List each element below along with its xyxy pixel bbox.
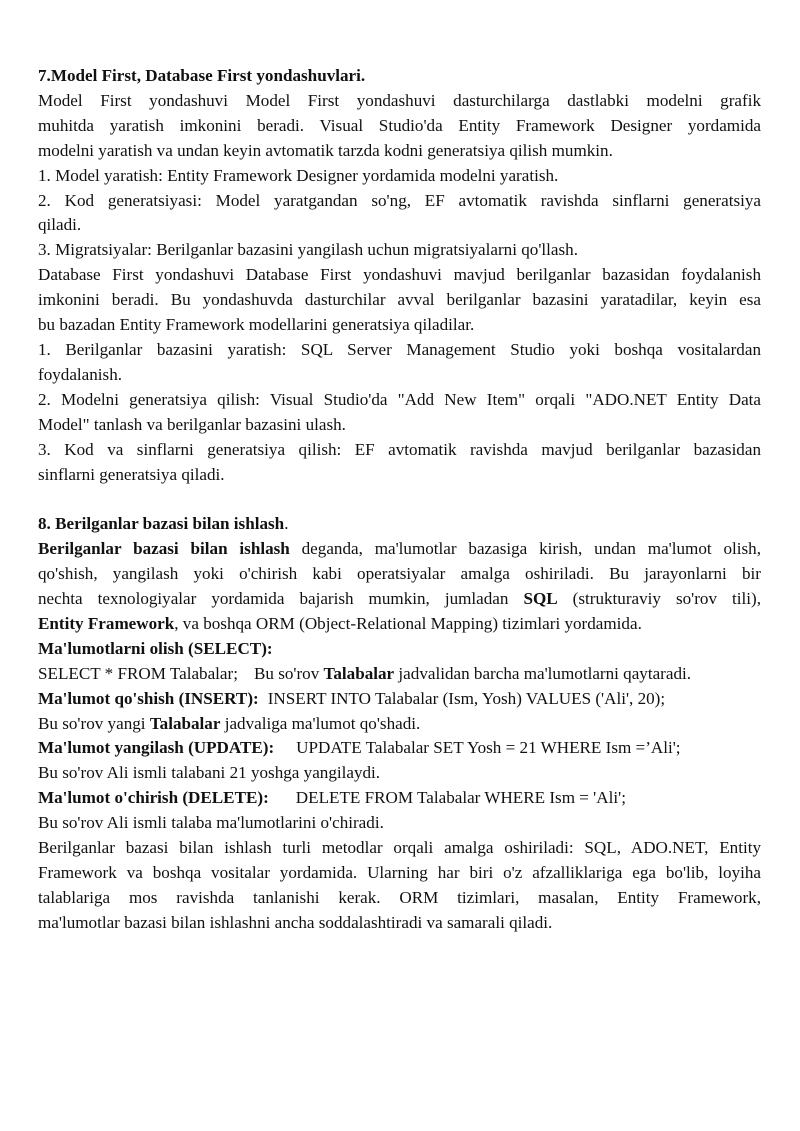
delete-label: Ma'lumot o'chirish (DELETE): (38, 788, 269, 808)
paragraph-line: Database First yondashuvi Database First yondashuvi mavjud berilganlar bazasidan foydalanish (38, 265, 761, 285)
table-name: Talabalar (323, 663, 395, 683)
document-page (38, 64, 761, 936)
intro-text: nechta texnologiyalar yordamida bajarish mumkin, jumladan (38, 589, 524, 609)
paragraph-line: sinflarni generatsiya qiladi. (38, 464, 225, 484)
paragraph-line: Framework va boshqa vositalar yordamida. Ularning har biri o'z afzalliklariga ega bo'lib, loyiha (38, 862, 761, 882)
paragraph-line (38, 587, 761, 612)
paragraph-line: 2. Modelni generatsiya qilish: Visual Studio'da "Add New Item" orqali "ADO.NET Entity Data (38, 389, 761, 409)
section-8-intro (38, 537, 761, 637)
delete-code: DELETE FROM Talabalar WHERE Ism = 'Ali'; (295, 788, 626, 808)
delete-example (38, 786, 761, 811)
insert-desc-line (38, 712, 761, 737)
intro-term: Berilganlar bazasi bilan ishlash (38, 539, 290, 559)
paragraph-line: modelni yaratish va undan keyin avtomatik tarzda kodni generatsiya qilish mumkin. (38, 140, 613, 160)
paragraph-line: 1. Berilganlar bazasini yaratish: SQL Server Management Studio yoki boshqa vositalardan (38, 339, 761, 359)
paragraph-line: bu bazadan Entity Framework modellarini generatsiya qiladilar. (38, 315, 475, 335)
paragraph-line: 3. Kod va sinflarni generatsiya qilish: EF avtomatik ravishda mavjud berilganlar bazasidan (38, 439, 761, 459)
paragraph-line: Model First yondashuvi Model First yondashuvi dasturchilarga dastlabki modelni grafik (38, 90, 761, 110)
select-label: Ma'lumotlarni olish (SELECT): (38, 638, 273, 658)
insert-label: Ma'lumot qo'shish (INSERT): (38, 688, 259, 708)
paragraph-line: Berilganlar bazasi bilan ishlash turli metodlar orqali amalga oshiriladi: SQL, ADO.NET, Entity (38, 838, 761, 858)
model-first-step-2 (38, 189, 761, 239)
conclusion-paragraph (38, 836, 761, 936)
model-first-step-3: 3. Migratsiyalar: Berilganlar bazasini yangilash uchun migratsiyalarni qo'llash. (38, 240, 578, 260)
select-desc: jadvalidan barcha ma'lumotlarni qaytaradi. (394, 663, 692, 683)
entity-framework-term: Entity Framework (38, 613, 175, 633)
intro-text: , va boshqa ORM (Object-Relational Mapping) tizimlari yordamida. (174, 613, 642, 633)
paragraph-line: foydalanish. (38, 364, 123, 384)
update-code: UPDATE Talabalar SET Yosh = 21 WHERE Ism =’Ali'; (296, 738, 681, 758)
database-first-step-3 (38, 438, 761, 488)
section-8-heading (38, 512, 761, 537)
insert-code: INSERT INTO Talabalar (Ism, Yosh) VALUES ('Ali', 20); (267, 688, 666, 708)
section-8-heading-text: 8. Berilganlar bazasi bilan ishlash (38, 514, 285, 534)
database-first-step-1 (38, 338, 761, 388)
model-first-step-1: 1. Model yaratish: Entity Framework Designer yordamida modelni yaratish. (38, 165, 559, 185)
paragraph-line: 2. Kod generatsiyasi: Model yaratgandan so'ng, EF avtomatik ravishda sinflarni generatsiya (38, 190, 761, 210)
section-spacer (38, 487, 761, 512)
intro-text: deganda, ma'lumotlar bazasiga kirish, undan ma'lumot olish, (289, 539, 761, 559)
sql-term: SQL (523, 589, 558, 609)
paragraph-line (38, 537, 761, 562)
paragraph-line (38, 612, 761, 637)
section-7-heading: 7.Model First, Database First yondashuvlari. (38, 66, 366, 85)
select-example (38, 662, 761, 687)
database-first-paragraph (38, 263, 761, 338)
update-example (38, 736, 761, 761)
select-desc: Bu so'rov (253, 663, 324, 683)
intro-text: (strukturaviy so'rov tili), (557, 589, 761, 609)
update-desc: Bu so'rov Ali ismli talabani 21 yoshga yangilaydi. (38, 763, 381, 783)
model-first-paragraph (38, 89, 761, 164)
insert-desc: Bu so'rov yangi (38, 713, 150, 733)
paragraph-line: qiladi. (38, 215, 82, 235)
paragraph-line: Model" tanlash va berilganlar bazasini ulash. (38, 414, 346, 434)
delete-desc: Bu so'rov Ali ismli talaba ma'lumotlarini o'chiradi. (38, 813, 384, 833)
paragraph-line: ma'lumotlar bazasi bilan ishlashni ancha soddalashtiradi va samarali qiladi. (38, 912, 553, 932)
insert-example (38, 687, 761, 712)
database-first-step-2 (38, 388, 761, 438)
paragraph-line: qo'shish, yangilash yoki o'chirish kabi operatsiyalar amalga oshiriladi. Bu jarayonlarni bir (38, 564, 761, 584)
section-8-heading-period: . (284, 514, 289, 534)
paragraph-line: imkonini beradi. Bu yondashuvda dasturchilar avval berilganlar bazasini yaratadilar, keyin esa (38, 290, 761, 310)
table-name: Talabalar (149, 713, 221, 733)
insert-desc: jadvaliga ma'lumot qo'shadi. (220, 713, 421, 733)
paragraph-line: talablariga mos ravishda tanlanishi kerak. ORM tizimlari, masalan, Entity Framework, (38, 887, 761, 907)
select-code: SELECT * FROM Talabalar; (38, 663, 238, 683)
update-label: Ma'lumot yangilash (UPDATE): (38, 738, 275, 758)
paragraph-line: muhitda yaratish imkonini beradi. Visual Studio'da Entity Framework Designer yordamida (38, 115, 761, 135)
